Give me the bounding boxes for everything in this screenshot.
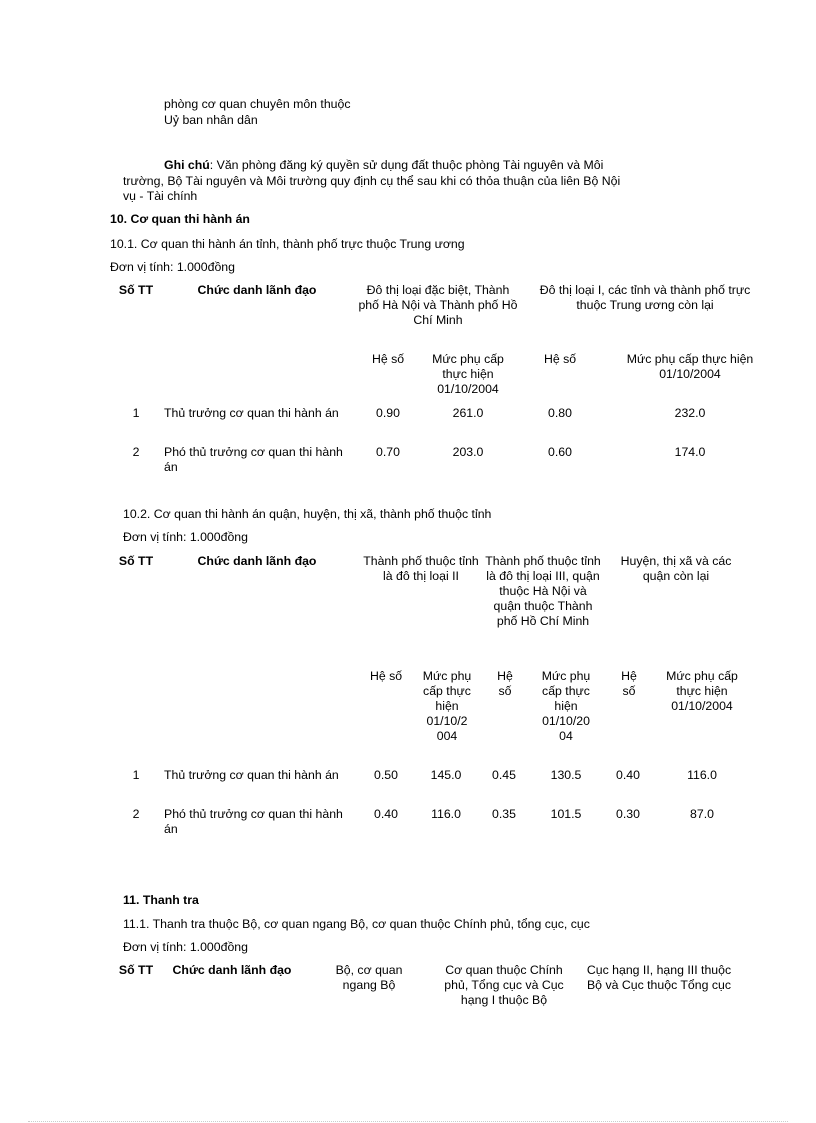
t1-row-1-stt: 1 [132, 406, 140, 420]
t3-header-title: Chức danh lãnh đạo [172, 963, 292, 977]
intro-line-1: phòng cơ quan chuyên môn thuộc [164, 97, 351, 111]
t1-header-coef-1: Hệ số [371, 352, 405, 366]
t1-row-1-coef-1: 0.90 [376, 406, 400, 420]
t3-header-stt: Số TT [118, 963, 154, 977]
t2-header-group-2: Thành phố thuộc tỉnh là đô thị loại III, quận thuộc Hà Nội và quận thuộc Thành phố Hồ Chí Minh [485, 554, 601, 628]
section-10-2-unit: Đơn vị tính: 1.000đồng [123, 530, 248, 544]
t2-row-1-allow-3: 116.0 [687, 768, 717, 782]
t2-row-2-stt: 2 [132, 807, 140, 821]
t1-row-1-allow-1: 261.0 [452, 406, 484, 420]
t2-row-2-title: Phó thủ trưởng cơ quan thi hành án [164, 807, 343, 836]
section-11-1-unit: Đơn vị tính: 1.000đồng [123, 940, 248, 954]
t2-header-coef-1: Hệ số [369, 669, 403, 683]
t1-header-group-2: Đô thị loại I, các tỉnh và thành phố trực thuộc Trung ương còn lại [539, 283, 751, 312]
t2-row-2-allow-3: 87.0 [690, 807, 714, 821]
t2-header-allow-3: Mức phụ cấp thực hiện 01/10/2004 [666, 669, 738, 713]
t2-header-title: Chức danh lãnh đạo [197, 554, 317, 568]
t2-row-2-allow-2: 101.5 [550, 807, 582, 821]
t1-header-title: Chức danh lãnh đạo [197, 283, 317, 297]
section-11-1-title: 11.1. Thanh tra thuộc Bộ, cơ quan ngang Bộ, cơ quan thuộc Chính phủ, tổng cục, cục [123, 917, 590, 931]
t1-header-coef-2: Hệ số [543, 352, 577, 366]
t3-header-group-3: Cục hạng II, hạng III thuộc Bộ và Cục thuộc Tổng cục [586, 963, 732, 992]
t2-row-2-coef-3: 0.30 [616, 807, 640, 821]
t2-row-2-coef-1: 0.40 [374, 807, 398, 821]
t1-row-2-allow-2: 174.0 [674, 445, 706, 459]
t1-row-2-title: Phó thủ trưởng cơ quan thi hành án [164, 445, 343, 474]
t1-row-2-stt: 2 [132, 445, 140, 459]
t1-header-group-1: Đô thị loại đặc biệt, Thành phố Hà Nội và Thành phố Hồ Chí Minh [358, 283, 518, 327]
t2-header-allow-2: Mức phụ cấp thực hiện 01/10/20 04 [541, 669, 591, 743]
t3-header-group-2: Cơ quan thuộc Chính phủ, Tổng cục và Cục hạng I thuộc Bộ [444, 963, 564, 1007]
t2-row-1-stt: 1 [132, 768, 140, 782]
t1-row-1-coef-2: 0.80 [548, 406, 572, 420]
t2-header-group-3: Huyện, thị xã và các quận còn lại [620, 554, 732, 583]
t2-header-stt: Số TT [118, 554, 154, 568]
section-10-2-title: 10.2. Cơ quan thi hành án quận, huyện, thị xã, thành phố thuộc tỉnh [123, 507, 492, 521]
t2-row-1-title: Thủ trưởng cơ quan thi hành án [164, 768, 339, 782]
t1-row-2-allow-1: 203.0 [452, 445, 484, 459]
t2-row-2-coef-2: 0.35 [492, 807, 516, 821]
note-line-3: vụ - Tài chính [123, 189, 198, 203]
t1-row-2-coef-2: 0.60 [548, 445, 572, 459]
t2-header-allow-1: Mức phụ cấp thực hiện 01/10/2 004 [422, 669, 472, 743]
t2-row-1-coef-1: 0.50 [374, 768, 398, 782]
t1-header-stt: Số TT [118, 283, 154, 297]
t2-header-coef-2: Hệ số [497, 669, 513, 698]
t1-row-1-allow-2: 232.0 [674, 406, 706, 420]
t2-row-2-allow-1: 116.0 [431, 807, 461, 821]
t2-header-coef-3: Hệ số [621, 669, 637, 698]
section-10-1-title: 10.1. Cơ quan thi hành án tỉnh, thành phố trực thuộc Trung ương [110, 237, 465, 251]
note-line-2: trường, Bộ Tài nguyên và Môi trường quy định cụ thể sau khi có thỏa thuận của liên Bộ Nội [123, 174, 621, 188]
t2-header-group-1: Thành phố thuộc tỉnh là đô thị loại II [363, 554, 479, 583]
t2-row-1-allow-1: 145.0 [430, 768, 462, 782]
note-text-1: : Văn phòng đăng ký quyền sử dụng đất thuộc phòng Tài nguyên và Môi [209, 158, 604, 172]
t3-header-group-1: Bộ, cơ quan ngang Bộ [335, 963, 403, 992]
t1-header-allow-2: Mức phụ cấp thực hiện 01/10/2004 [626, 352, 754, 381]
t2-row-1-coef-3: 0.40 [616, 768, 640, 782]
t2-row-1-allow-2: 130.5 [550, 768, 582, 782]
page-bottom-border [28, 1121, 788, 1122]
section-11-heading: 11. Thanh tra [123, 893, 199, 907]
note-label: Ghi chú [164, 158, 210, 172]
t2-row-1-coef-2: 0.45 [492, 768, 516, 782]
note-line-1 [164, 158, 603, 173]
intro-line-2: Uỷ ban nhân dân [164, 113, 258, 127]
t1-row-1-title: Thủ trưởng cơ quan thi hành án [164, 406, 339, 420]
t1-row-2-coef-1: 0.70 [376, 445, 400, 459]
t1-header-allow-1: Mức phụ cấp thực hiện 01/10/2004 [432, 352, 504, 396]
section-10-heading: 10. Cơ quan thi hành án [110, 212, 250, 226]
section-10-1-unit: Đơn vị tính: 1.000đồng [110, 260, 235, 274]
